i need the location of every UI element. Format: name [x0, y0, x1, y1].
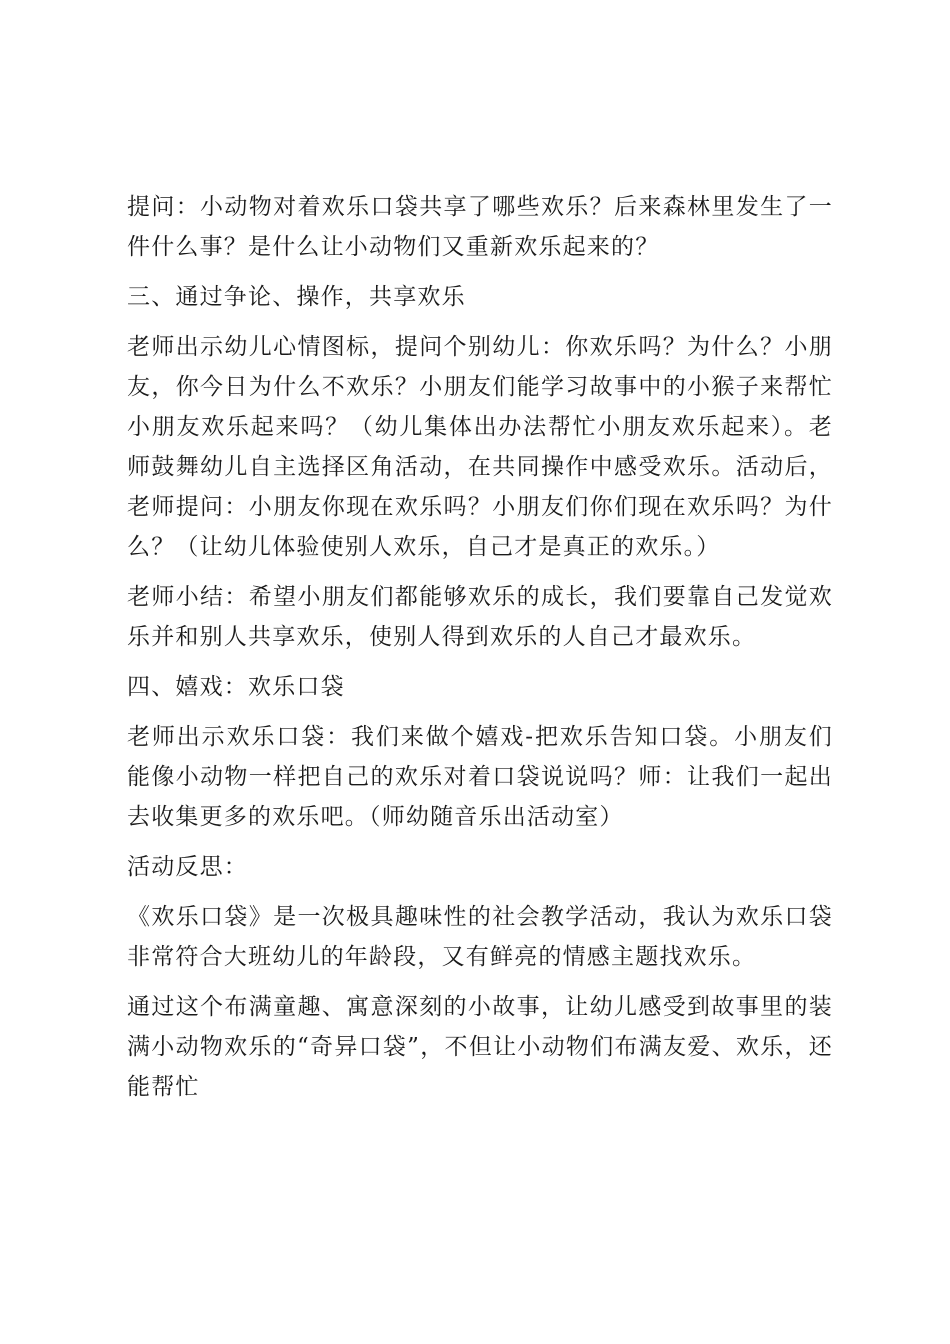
section-heading-4: 四、嬉戏：欢乐口袋	[127, 674, 345, 700]
paragraph-teacher-summary: 老师小结：希望小朋友们都能够欢乐的成长，我们要靠自己发觉欢乐并和别人共享欢乐，使别人得到欢乐的人自己才最欢乐。	[127, 584, 833, 650]
document-body	[127, 187, 833, 1117]
paragraph-question: 提问：小动物对着欢乐口袋共享了哪些欢乐？后来森林里发生了一件什么事？是什么让小动物们又重新欢乐起来的？	[127, 194, 833, 260]
paragraph-reflection-1: 《欢乐口袋》是一次极具趣味性的社会教学活动，我认为欢乐口袋非常符合大班幼儿的年龄段，又有鲜亮的情感主题找欢乐。	[127, 904, 833, 970]
section-heading-3: 三、通过争论、操作，共享欢乐	[127, 284, 466, 310]
paragraph-game: 老师出示欢乐口袋：我们来做个嬉戏-把欢乐告知口袋。小朋友们能像小动物一样把自己的欢乐对着口袋说说吗？师：让我们一起出去收集更多的欢乐吧。（师幼随音乐出活动室）	[127, 724, 833, 830]
paragraph-teacher-activity: 老师出示幼儿心情图标，提问个别幼儿：你欢乐吗？为什么？小朋友，你今日为什么不欢乐？小朋友们能学习故事中的小猴子来帮忙小朋友欢乐起来吗？（幼儿集体出办法帮忙小朋友欢乐起来）。老师鼓舞幼儿自主选择区角活动，在共同操作中感受欢乐。活动后，老师提问：小朋友你现在欢乐吗？小朋友们你们现在欢乐吗？为什么？（让幼儿体验使别人欢乐，自己才是真正的欢乐。）	[127, 334, 833, 560]
paragraph-reflection-2: 通过这个布满童趣、寓意深刻的小故事，让幼儿感受到故事里的装满小动物欢乐的“奇异口袋”，不但让小动物们布满友爱、欢乐，还能帮忙	[127, 994, 833, 1100]
reflection-heading: 活动反思：	[127, 854, 248, 880]
